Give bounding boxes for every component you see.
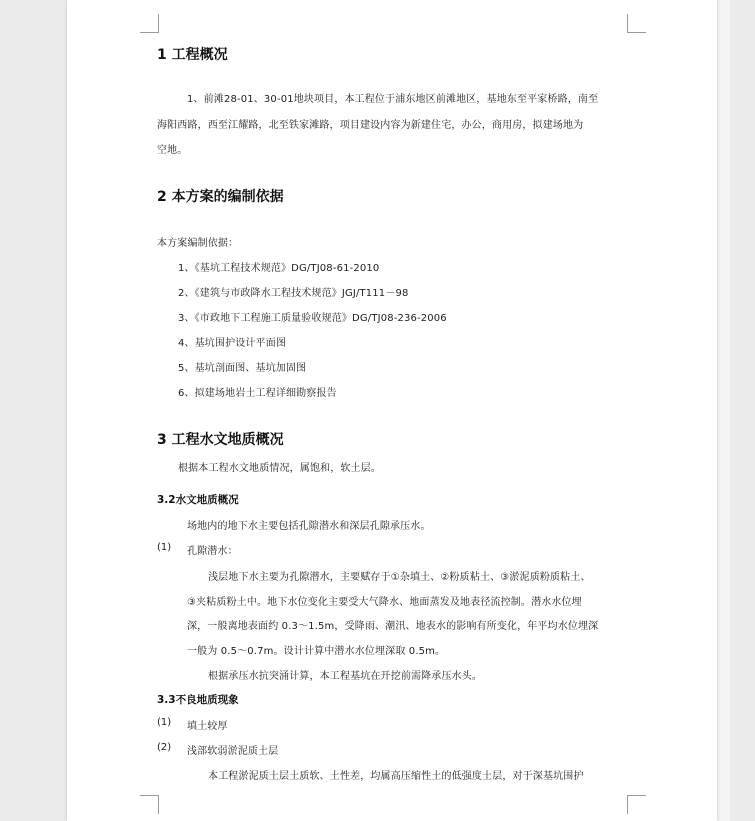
section-1-line-3: 空地。 [157, 145, 188, 156]
section-2-intro: 本方案编制依据： [157, 238, 239, 249]
pore-water-line-2: ③夹粘质粉土中。地下水位变化主要受大气降水、地面蒸发及地表径流控制。潜水水位埋 [187, 597, 582, 608]
section-2-heading: 2 本方案的编制依据 [157, 189, 284, 205]
pore-water-line-1: 浅层地下水主要为孔隙潜水，主要赋存于①杂填土、②粉质粘土、③淤泥质粉质粘土、 [208, 572, 591, 583]
basis-item-2: 2、《建筑与市政降水工程技术规范》JGJ/T111－98 [178, 288, 409, 299]
basis-item-4: 4、基坑围护设计平面图 [178, 338, 287, 349]
basis-item-6: 6、拟建场地岩土工程详细勘察报告 [178, 388, 337, 399]
section-1-line-1: 1、前滩28-01、30-01地块项目，本工程位于浦东地区前滩地区，基地东至平家桥路，南至 [187, 94, 599, 105]
section-3-intro: 根据本工程水文地质情况，属饱和，软土层。 [178, 463, 381, 474]
list-number-1: (1) [157, 542, 172, 553]
confined-water-note: 根据承压水抗突涌计算，本工程基坑在开挖前需降承压水头。 [208, 671, 483, 682]
adverse-item-2: 浅部软弱淤泥质土层 [187, 746, 279, 757]
list-number-3: (2) [157, 742, 172, 753]
margin-corner-top-right [627, 14, 646, 33]
margin-corner-top-left [140, 14, 159, 33]
list-number-2: (1) [157, 717, 172, 728]
section-3-heading: 3 工程水文地质概况 [157, 432, 284, 448]
margin-corner-bottom-left [140, 795, 159, 814]
basis-item-5: 5、基坑剖面图、基坑加固图 [178, 363, 307, 374]
subsection-3-2-heading: 3.2水文地质概况 [157, 494, 239, 506]
adverse-item-1: 填土较厚 [187, 721, 228, 732]
subsection-3-3-heading: 3.3不良地质现象 [157, 694, 239, 706]
subsection-3-2-intro: 场地内的地下水主要包括孔隙潜水和深层孔隙承压水。 [187, 521, 431, 532]
pore-water-line-3: 深，一般离地表面约 0.3～1.5m，受降雨、潮汛、地表水的影响有所变化，年平均水位埋深 [187, 621, 599, 632]
pore-water-label: 孔隙潜水： [187, 546, 238, 557]
margin-corner-bottom-right [627, 795, 646, 814]
pore-water-line-4: 一般为 0.5～0.7m。设计计算中潜水水位埋深取 0.5m。 [187, 646, 446, 657]
scrollbar-track[interactable] [717, 0, 730, 821]
soft-soil-line-1: 本工程淤泥质土层土质软、土性差，均属高压缩性土的低强度土层，对于深基坑围护 [208, 771, 584, 782]
section-1-heading: 1 工程概况 [157, 47, 228, 63]
basis-item-1: 1、《基坑工程技术规范》DG/TJ08-61-2010 [178, 263, 380, 274]
basis-item-3: 3、《市政地下工程施工质量验收规范》DG/TJ08-236-2006 [178, 313, 447, 324]
section-1-line-2: 海阳西路，西至江耀路，北至铁家滩路，项目建设内容为新建住宅，办公，商用房，拟建场地为 [157, 120, 584, 131]
